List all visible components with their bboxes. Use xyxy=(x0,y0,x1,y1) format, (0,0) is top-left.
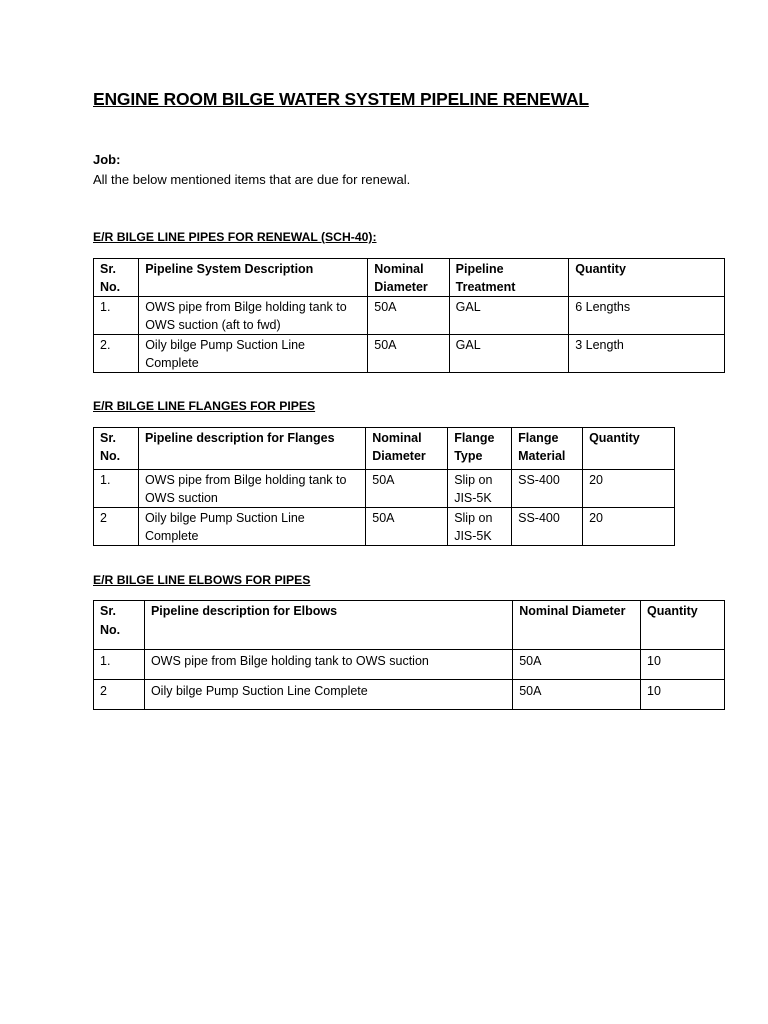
header-cell: Quantity xyxy=(641,601,725,650)
table-header-row xyxy=(94,259,725,297)
table-row xyxy=(94,680,725,710)
table-cell: 50A xyxy=(513,680,641,710)
job-description: All the below mentioned items that are due for renewal. xyxy=(93,172,411,187)
table-cell: 50A xyxy=(366,508,448,546)
header-cell: Nominal Diameter xyxy=(366,428,448,470)
header-cell: Flange Type xyxy=(448,428,512,470)
header-cell: Pipeline description for Elbows xyxy=(144,601,512,650)
table-cell: GAL xyxy=(449,297,569,335)
table-cell: OWS pipe from Bilge holding tank to OWS suction xyxy=(138,470,365,508)
table-header-row xyxy=(94,601,725,650)
header-cell: Quantity xyxy=(583,428,675,470)
table-cell: Slip on JIS-5K xyxy=(448,470,512,508)
table-cell: 50A xyxy=(368,335,449,373)
header-cell: Nominal Diameter xyxy=(368,259,449,297)
table-cell: 10 xyxy=(641,680,725,710)
table-cell: 50A xyxy=(513,650,641,680)
document-title: ENGINE ROOM BILGE WATER SYSTEM PIPELINE RENEWAL xyxy=(93,89,589,109)
table-cell: 20 xyxy=(583,508,675,546)
table-header-row xyxy=(94,428,675,470)
table-cell: 2. xyxy=(94,335,139,373)
table-cell: Slip on JIS-5K xyxy=(448,508,512,546)
table-cell: Oily bilge Pump Suction Line Complete xyxy=(139,335,368,373)
table-cell: 6 Lengths xyxy=(569,297,725,335)
header-cell: Sr. No. xyxy=(94,259,139,297)
table-cell: 1. xyxy=(94,470,139,508)
header-cell: Sr. No. xyxy=(94,428,139,470)
elbows-section-heading: E/R BILGE LINE ELBOWS FOR PIPES xyxy=(93,573,311,587)
header-cell: Pipeline Treatment xyxy=(449,259,569,297)
header-cell: Nominal Diameter xyxy=(513,601,641,650)
table-cell: 50A xyxy=(368,297,449,335)
table-cell: OWS pipe from Bilge holding tank to OWS suction (aft to fwd) xyxy=(139,297,368,335)
table-row xyxy=(94,335,725,373)
table-cell: 3 Length xyxy=(569,335,725,373)
header-cell: Flange Material xyxy=(512,428,583,470)
flanges-section-heading: E/R BILGE LINE FLANGES FOR PIPES xyxy=(93,399,316,413)
pipes-section-heading: E/R BILGE LINE PIPES FOR RENEWAL (SCH-40): xyxy=(93,230,377,244)
table-row xyxy=(94,650,725,680)
header-cell: Sr. No. xyxy=(94,601,145,650)
elbows-table xyxy=(93,600,725,710)
flanges-table xyxy=(93,427,675,546)
table-row xyxy=(94,508,675,546)
table-cell: Oily bilge Pump Suction Line Complete xyxy=(144,680,512,710)
table-cell: 50A xyxy=(366,470,448,508)
table-cell: 10 xyxy=(641,650,725,680)
header-cell: Pipeline description for Flanges xyxy=(138,428,365,470)
table-cell: OWS pipe from Bilge holding tank to OWS suction xyxy=(144,650,512,680)
table-row xyxy=(94,470,675,508)
table-row xyxy=(94,297,725,335)
table-cell: 20 xyxy=(583,470,675,508)
pipes-table xyxy=(93,258,725,373)
table-cell: GAL xyxy=(449,335,569,373)
table-cell: SS-400 xyxy=(512,508,583,546)
header-cell: Pipeline System Description xyxy=(139,259,368,297)
header-cell: Quantity xyxy=(569,259,725,297)
table-cell: 2 xyxy=(94,508,139,546)
table-cell: 1. xyxy=(94,650,145,680)
table-cell: 2 xyxy=(94,680,145,710)
table-cell: 1. xyxy=(94,297,139,335)
table-cell: Oily bilge Pump Suction Line Complete xyxy=(138,508,365,546)
job-label: Job: xyxy=(93,152,121,167)
table-cell: SS-400 xyxy=(512,470,583,508)
